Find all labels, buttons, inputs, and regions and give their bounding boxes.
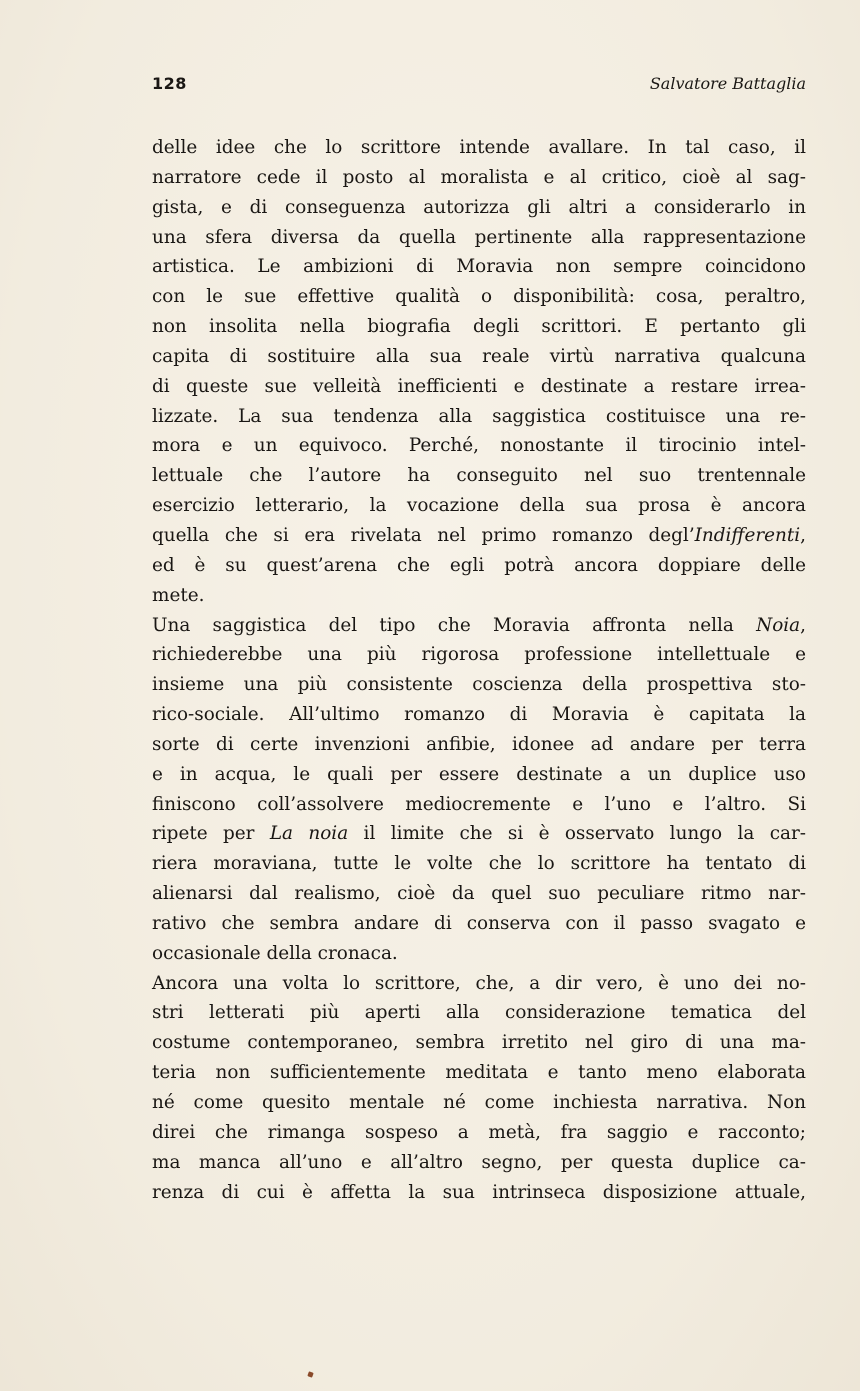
line-text: artistica. Le ambizioni di Moravia non sempre coincidono bbox=[152, 256, 806, 278]
page-number: 128 bbox=[152, 74, 187, 93]
text-line bbox=[152, 521, 806, 551]
text-line bbox=[152, 461, 806, 491]
line-text: ripete per bbox=[152, 823, 270, 845]
text-line bbox=[152, 998, 806, 1028]
text-line bbox=[152, 252, 806, 282]
text-line bbox=[152, 730, 806, 760]
page-header bbox=[152, 74, 806, 102]
text-line bbox=[152, 431, 806, 461]
line-text-after: , bbox=[800, 614, 806, 636]
line-text: delle idee che lo scrittore intende avallare. In tal caso, il bbox=[152, 137, 806, 158]
italic-title: Indifferenti bbox=[694, 524, 801, 546]
text-line bbox=[152, 342, 806, 372]
italic-title: Noia bbox=[756, 614, 801, 636]
text-line bbox=[152, 790, 806, 820]
italic-title: La noia bbox=[269, 823, 349, 845]
text-line bbox=[152, 611, 806, 641]
line-text: insieme una più consistente coscienza della prospettiva sto- bbox=[152, 674, 806, 696]
line-text: mete. bbox=[152, 584, 205, 606]
line-text: costume contemporaneo, sembra irretito nel giro di una ma- bbox=[152, 1032, 806, 1054]
text-line bbox=[152, 909, 806, 939]
text-line bbox=[152, 581, 806, 611]
text-line bbox=[152, 163, 806, 193]
line-text: direi che rimanga sospeso a metà, fra saggio e racconto; bbox=[152, 1121, 806, 1143]
text-line bbox=[152, 879, 806, 909]
text-line bbox=[152, 969, 806, 999]
text-line bbox=[152, 700, 806, 730]
body-text bbox=[152, 133, 806, 1207]
text-line bbox=[152, 193, 806, 223]
line-text: renza di cui è affetta la sua intrinseca disposizione attuale, bbox=[152, 1181, 806, 1203]
text-line bbox=[152, 1088, 806, 1118]
line-text: riera moraviana, tutte le volte che lo scrittore ha tentato di bbox=[152, 853, 806, 875]
text-line bbox=[152, 819, 806, 849]
ink-speck bbox=[307, 1371, 313, 1377]
text-line bbox=[152, 551, 806, 581]
line-text: con le sue effettive qualità o disponibilità: cosa, peraltro, bbox=[152, 286, 806, 308]
text-line bbox=[152, 133, 806, 163]
text-line bbox=[152, 372, 806, 402]
text-line bbox=[152, 402, 806, 432]
text-line bbox=[152, 1028, 806, 1058]
text-line bbox=[152, 1148, 806, 1178]
text-line bbox=[152, 491, 806, 521]
text-line bbox=[152, 849, 806, 879]
line-text: e in acqua, le quali per essere destinate a un duplice uso bbox=[152, 763, 806, 785]
line-text: ma manca all’uno e all’altro segno, per questa duplice ca- bbox=[152, 1151, 806, 1173]
line-text: lettuale che l’autore ha conseguito nel suo trentennale bbox=[152, 465, 806, 487]
text-line bbox=[152, 1118, 806, 1148]
line-text: esercizio letterario, la vocazione della sua prosa è ancora bbox=[152, 495, 806, 517]
text-line bbox=[152, 223, 806, 253]
line-text: mora e un equivoco. Perché, nonostante il tirocinio intel- bbox=[152, 435, 806, 457]
line-text: stri letterati più aperti alla considerazione tematica del bbox=[152, 1002, 806, 1024]
line-text-after: il limite che si è osservato lungo la car- bbox=[348, 823, 806, 845]
text-line bbox=[152, 1058, 806, 1088]
line-text: sorte di certe invenzioni anfibie, idonee ad andare per terra bbox=[152, 733, 806, 755]
running-head: Salvatore Battaglia bbox=[649, 74, 806, 93]
line-text: teria non sufficientemente meditata e tanto meno elaborata bbox=[152, 1062, 806, 1084]
line-text: rico-sociale. All’ultimo romanzo di Moravia è capitata la bbox=[152, 704, 806, 726]
line-text: finiscono coll’assolvere mediocremente e l’uno e l’altro. Si bbox=[152, 793, 806, 815]
line-text: Una saggistica del tipo che Moravia affronta nella bbox=[152, 614, 757, 636]
text-line bbox=[152, 282, 806, 312]
line-text: richiederebbe una più rigorosa professione intellettuale e bbox=[152, 644, 806, 666]
line-text: occasionale della cronaca. bbox=[152, 942, 398, 964]
line-text: né come quesito mentale né come inchiesta narrativa. Non bbox=[152, 1092, 806, 1113]
text-line bbox=[152, 670, 806, 700]
line-text-after: , bbox=[800, 524, 806, 546]
line-text: narratore cede il posto al moralista e al critico, cioè al sag- bbox=[152, 166, 806, 188]
line-text: lizzate. La sua tendenza alla saggistica costituisce una re- bbox=[152, 405, 806, 427]
text-line bbox=[152, 760, 806, 790]
text-line bbox=[152, 939, 806, 969]
text-line bbox=[152, 312, 806, 342]
line-text: capita di sostituire alla sua reale virtù narrativa qualcuna bbox=[152, 345, 806, 367]
line-text: ed è su quest’arena che egli potrà ancora doppiare delle bbox=[152, 554, 806, 576]
line-text: Ancora una volta lo scrittore, che, a dir vero, è uno dei no- bbox=[152, 972, 806, 994]
line-text: alienarsi dal realismo, cioè da quel suo peculiare ritmo nar- bbox=[152, 883, 806, 905]
line-text: rativo che sembra andare di conserva con il passo svagato e bbox=[152, 912, 806, 934]
line-text: di queste sue velleità inefficienti e destinate a restare irrea- bbox=[152, 375, 806, 397]
line-text: una sfera diversa da quella pertinente alla rappresentazione bbox=[152, 226, 806, 248]
text-line bbox=[152, 640, 806, 670]
line-text: gista, e di conseguenza autorizza gli altri a considerarlo in bbox=[152, 196, 806, 218]
line-text: quella che si era rivelata nel primo romanzo degl’ bbox=[152, 524, 695, 546]
line-text: non insolita nella biografia degli scrittori. E pertanto gli bbox=[152, 316, 806, 338]
text-line bbox=[152, 1178, 806, 1208]
